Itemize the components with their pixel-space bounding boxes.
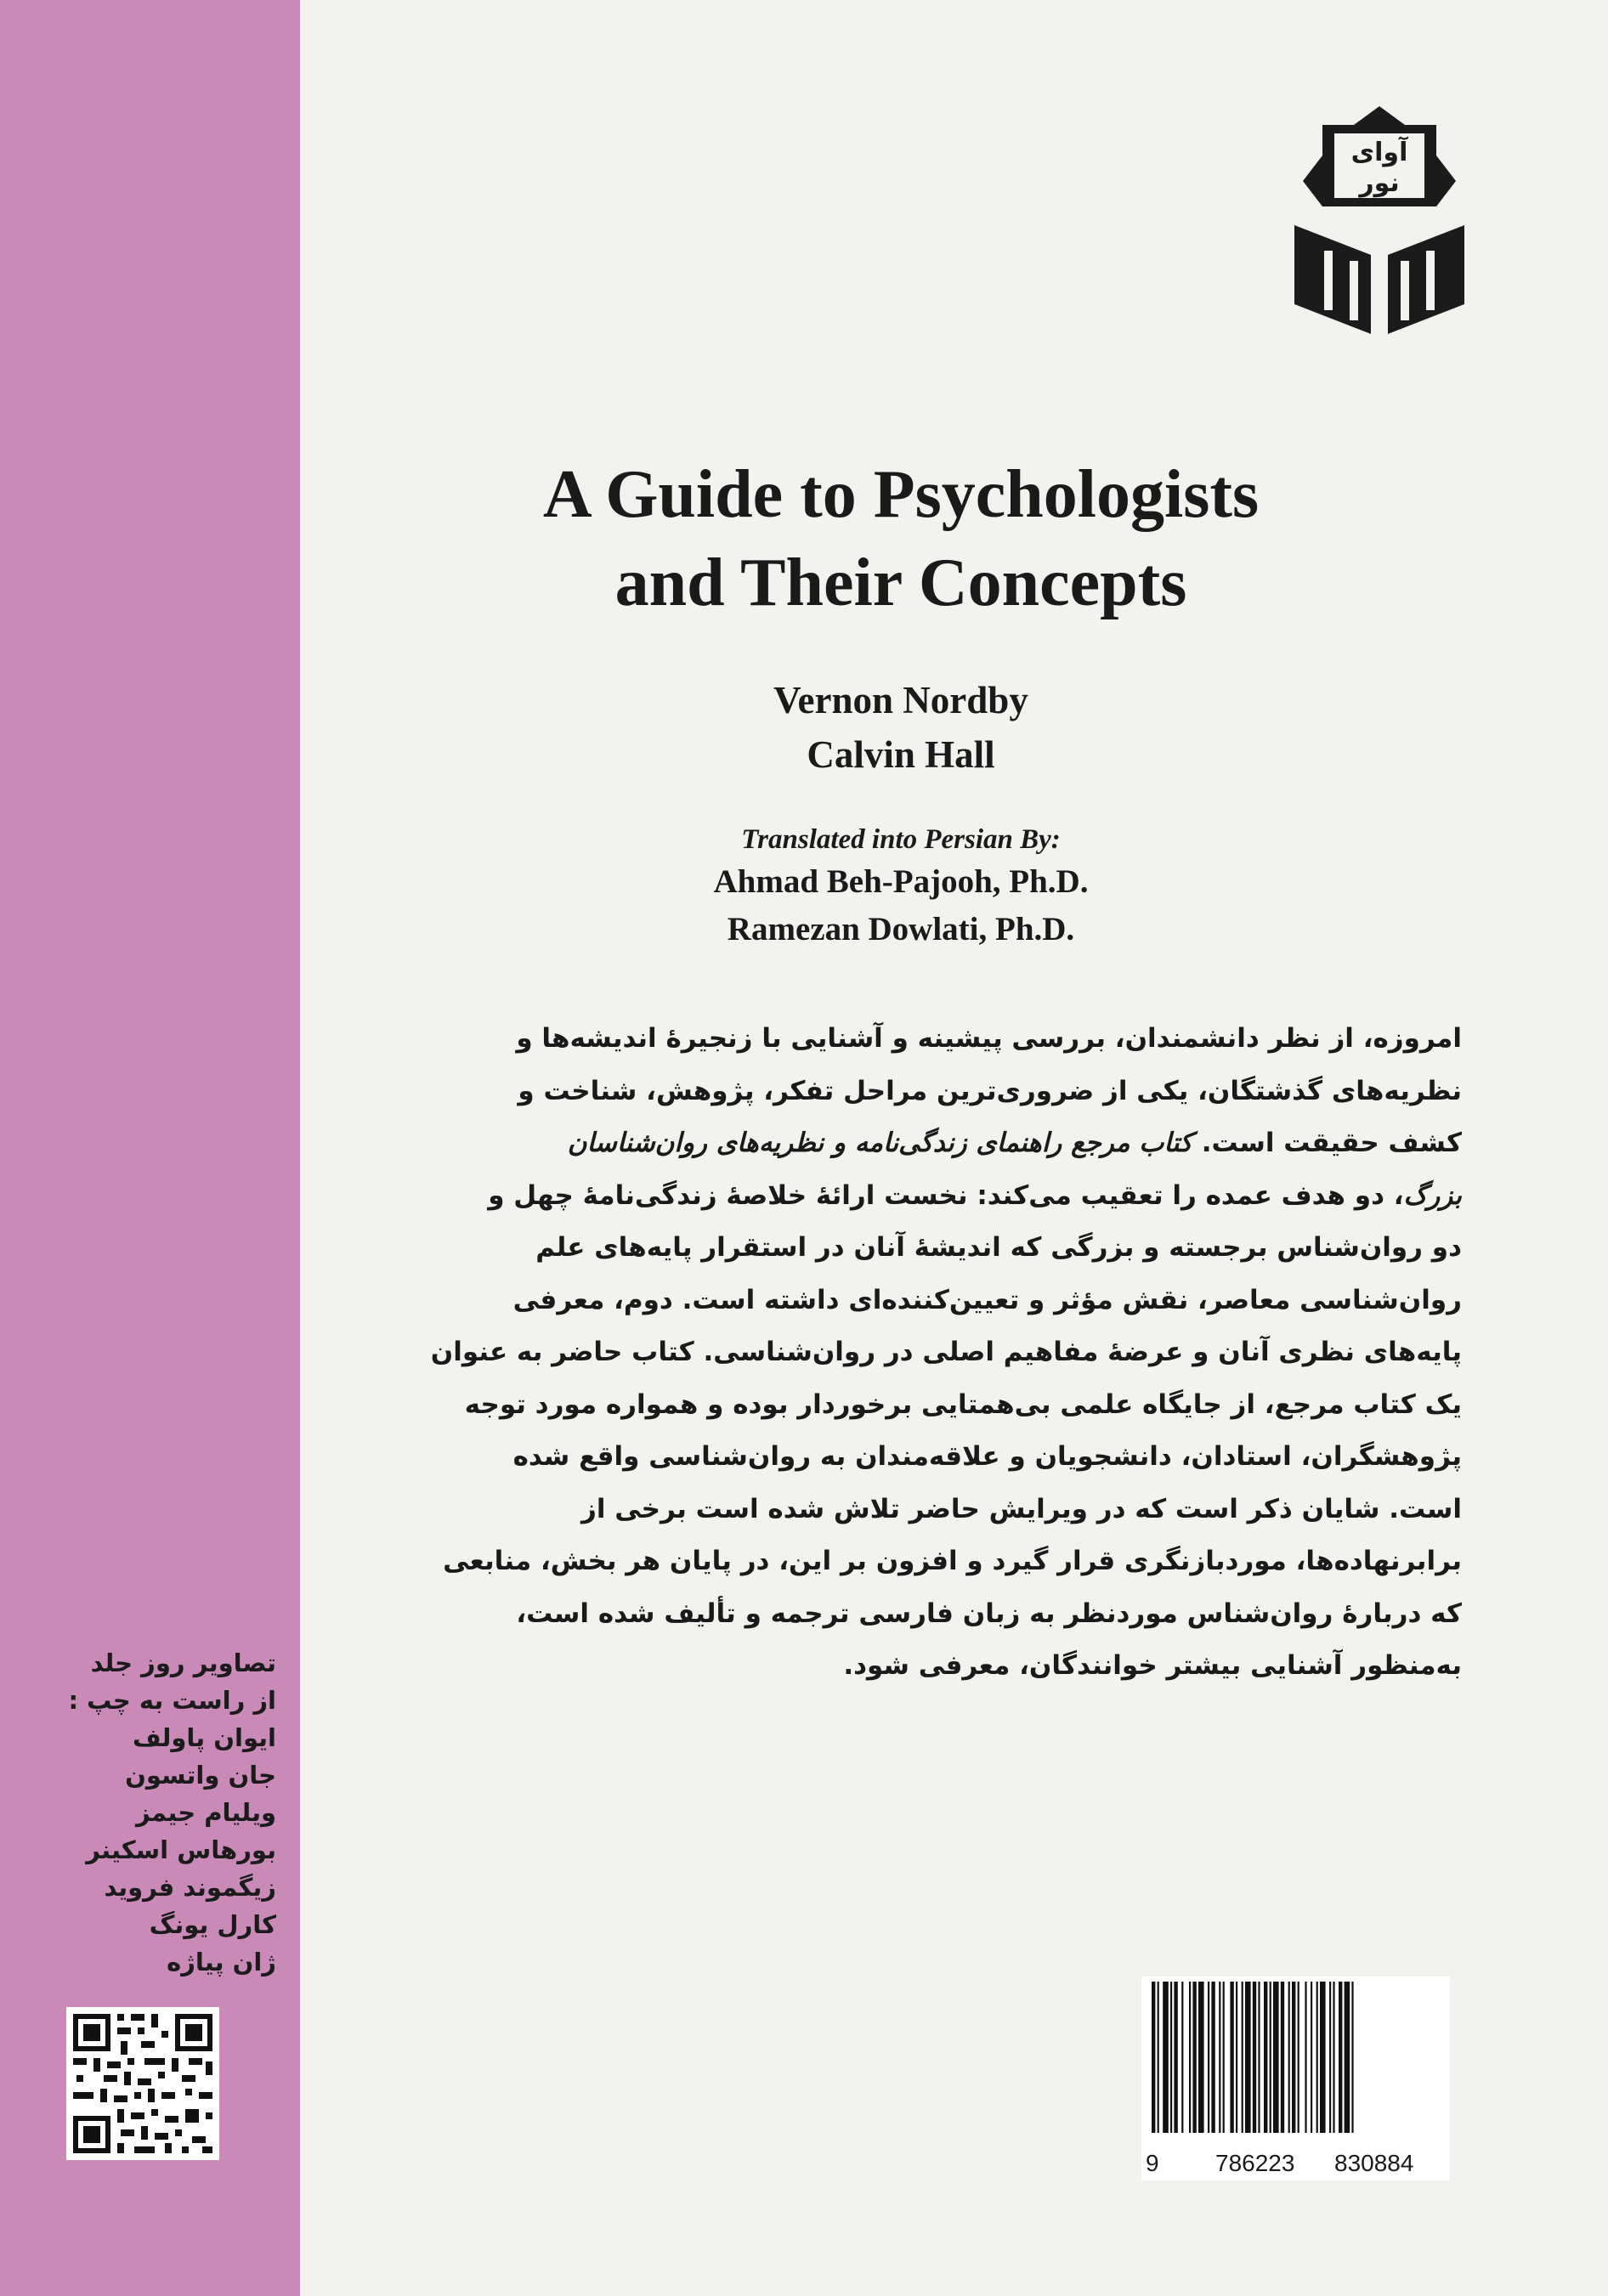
credit-piaget: ژان پیاژه bbox=[167, 1948, 276, 1976]
cover-image-credits bbox=[21, 1644, 276, 1981]
description-line bbox=[374, 1117, 1462, 1170]
title-line-2: and Their Concepts bbox=[614, 546, 1187, 620]
credit-james: ویلیام جیمز bbox=[135, 1798, 276, 1827]
description-book-title: کتاب مرجع راهنمای زندگی‌نامه و نظریه‌های روان‌شناسان bbox=[567, 1128, 1192, 1158]
author-1: Vernon Nordby bbox=[773, 679, 1028, 721]
publisher-logo bbox=[1290, 106, 1469, 336]
description-line: امروزه، از نظر دانشمندان، بررسی پیشینه و آشنایی با زنجیرهٔ اندیشه‌ها و bbox=[516, 1023, 1462, 1054]
credit-watson: جان واتسون bbox=[125, 1761, 276, 1790]
barcode-icon bbox=[1148, 1982, 1443, 2133]
description-line: به‌منظور آشنایی بیشتر خوانندگان، معرفی شود. bbox=[843, 1650, 1462, 1681]
book-title bbox=[374, 450, 1428, 627]
description-line bbox=[374, 1170, 1462, 1223]
description-line: نظریه‌های گذشتگان، یکی از ضروری‌ترین مراحل تفکر، پژوهش، شناخت و bbox=[518, 1075, 1462, 1106]
credits-direction: از راست به چپ : bbox=[68, 1686, 276, 1715]
credits-heading: تصاویر روز جلد bbox=[90, 1648, 276, 1677]
description-line: که دربارهٔ روان‌شناس موردنظر به زبان فارسی ترجمه و تألیف شده است، bbox=[516, 1598, 1462, 1629]
credit-freud: زیگموند فروید bbox=[104, 1873, 276, 1902]
translator-1: Ahmad Beh-Pajooh, Ph.D. bbox=[713, 863, 1089, 900]
description-line: برابرنهاده‌ها، موردبازنگری قرار گیرد و افزون بر این، در پایان هر بخش، منابعی bbox=[443, 1546, 1462, 1576]
translated-label: Translated into Persian By: bbox=[741, 824, 1061, 855]
book-description bbox=[374, 1013, 1462, 1693]
description-line: پایه‌های نظری آنان و عرضهٔ مفاهیم اصلی در روان‌شناسی. کتاب حاضر به عنوان bbox=[430, 1337, 1462, 1367]
description-line: است. شایان ذکر است که در ویرایش حاضر تلاش شده است برخی از bbox=[581, 1493, 1462, 1524]
isbn-group-left: 786223 bbox=[1215, 2150, 1295, 2176]
title-line-1: A Guide to Psychologists bbox=[542, 457, 1260, 532]
publisher-logo-icon bbox=[1290, 106, 1469, 336]
logo-text-top: آوای bbox=[1350, 138, 1408, 167]
spine-strip bbox=[0, 0, 300, 2296]
credit-skinner: بورهاس اسکینر bbox=[86, 1835, 276, 1864]
description-line: یک کتاب مرجع، از جایگاه علمی بی‌همتایی برخوردار بوده و همواره مورد توجه bbox=[464, 1388, 1462, 1420]
description-book-title-end: بزرگ bbox=[1403, 1179, 1462, 1211]
isbn-digit-first: 9 bbox=[1146, 2150, 1159, 2176]
author-2: Calvin Hall bbox=[807, 733, 995, 776]
credit-pavlov: ایوان پاولف bbox=[132, 1723, 276, 1752]
description-line: دو روان‌شناس برجسته و بزرگی که اندیشهٔ آنان در استقرار پایه‌های علم bbox=[535, 1232, 1462, 1263]
description-text: کشف حقیقت است. bbox=[1192, 1128, 1462, 1158]
logo-text-bottom: نور bbox=[1359, 168, 1400, 198]
qr-code bbox=[66, 2007, 219, 2160]
description-line: روان‌شناسی معاصر، نقش مؤثر و تعیین‌کننده‌ای داشته است. دوم، معرفی bbox=[512, 1284, 1462, 1315]
description-line: پژوهشگران، استادان، دانشجویان و علاقه‌مندان به روان‌شناسی واقع شده bbox=[512, 1441, 1462, 1472]
description-text: ، دو هدف عمده را تعقیب می‌کند: نخست ارائهٔ خلاصهٔ زندگی‌نامهٔ چهل و bbox=[488, 1179, 1404, 1211]
qr-code-icon bbox=[66, 2007, 219, 2160]
authors bbox=[595, 673, 1207, 782]
translators bbox=[552, 858, 1249, 953]
credit-jung: کارل یونگ bbox=[149, 1910, 276, 1939]
translator-2: Ramezan Dowlati, Ph.D. bbox=[727, 911, 1075, 947]
isbn-group-right: 830884 bbox=[1334, 2150, 1414, 2176]
